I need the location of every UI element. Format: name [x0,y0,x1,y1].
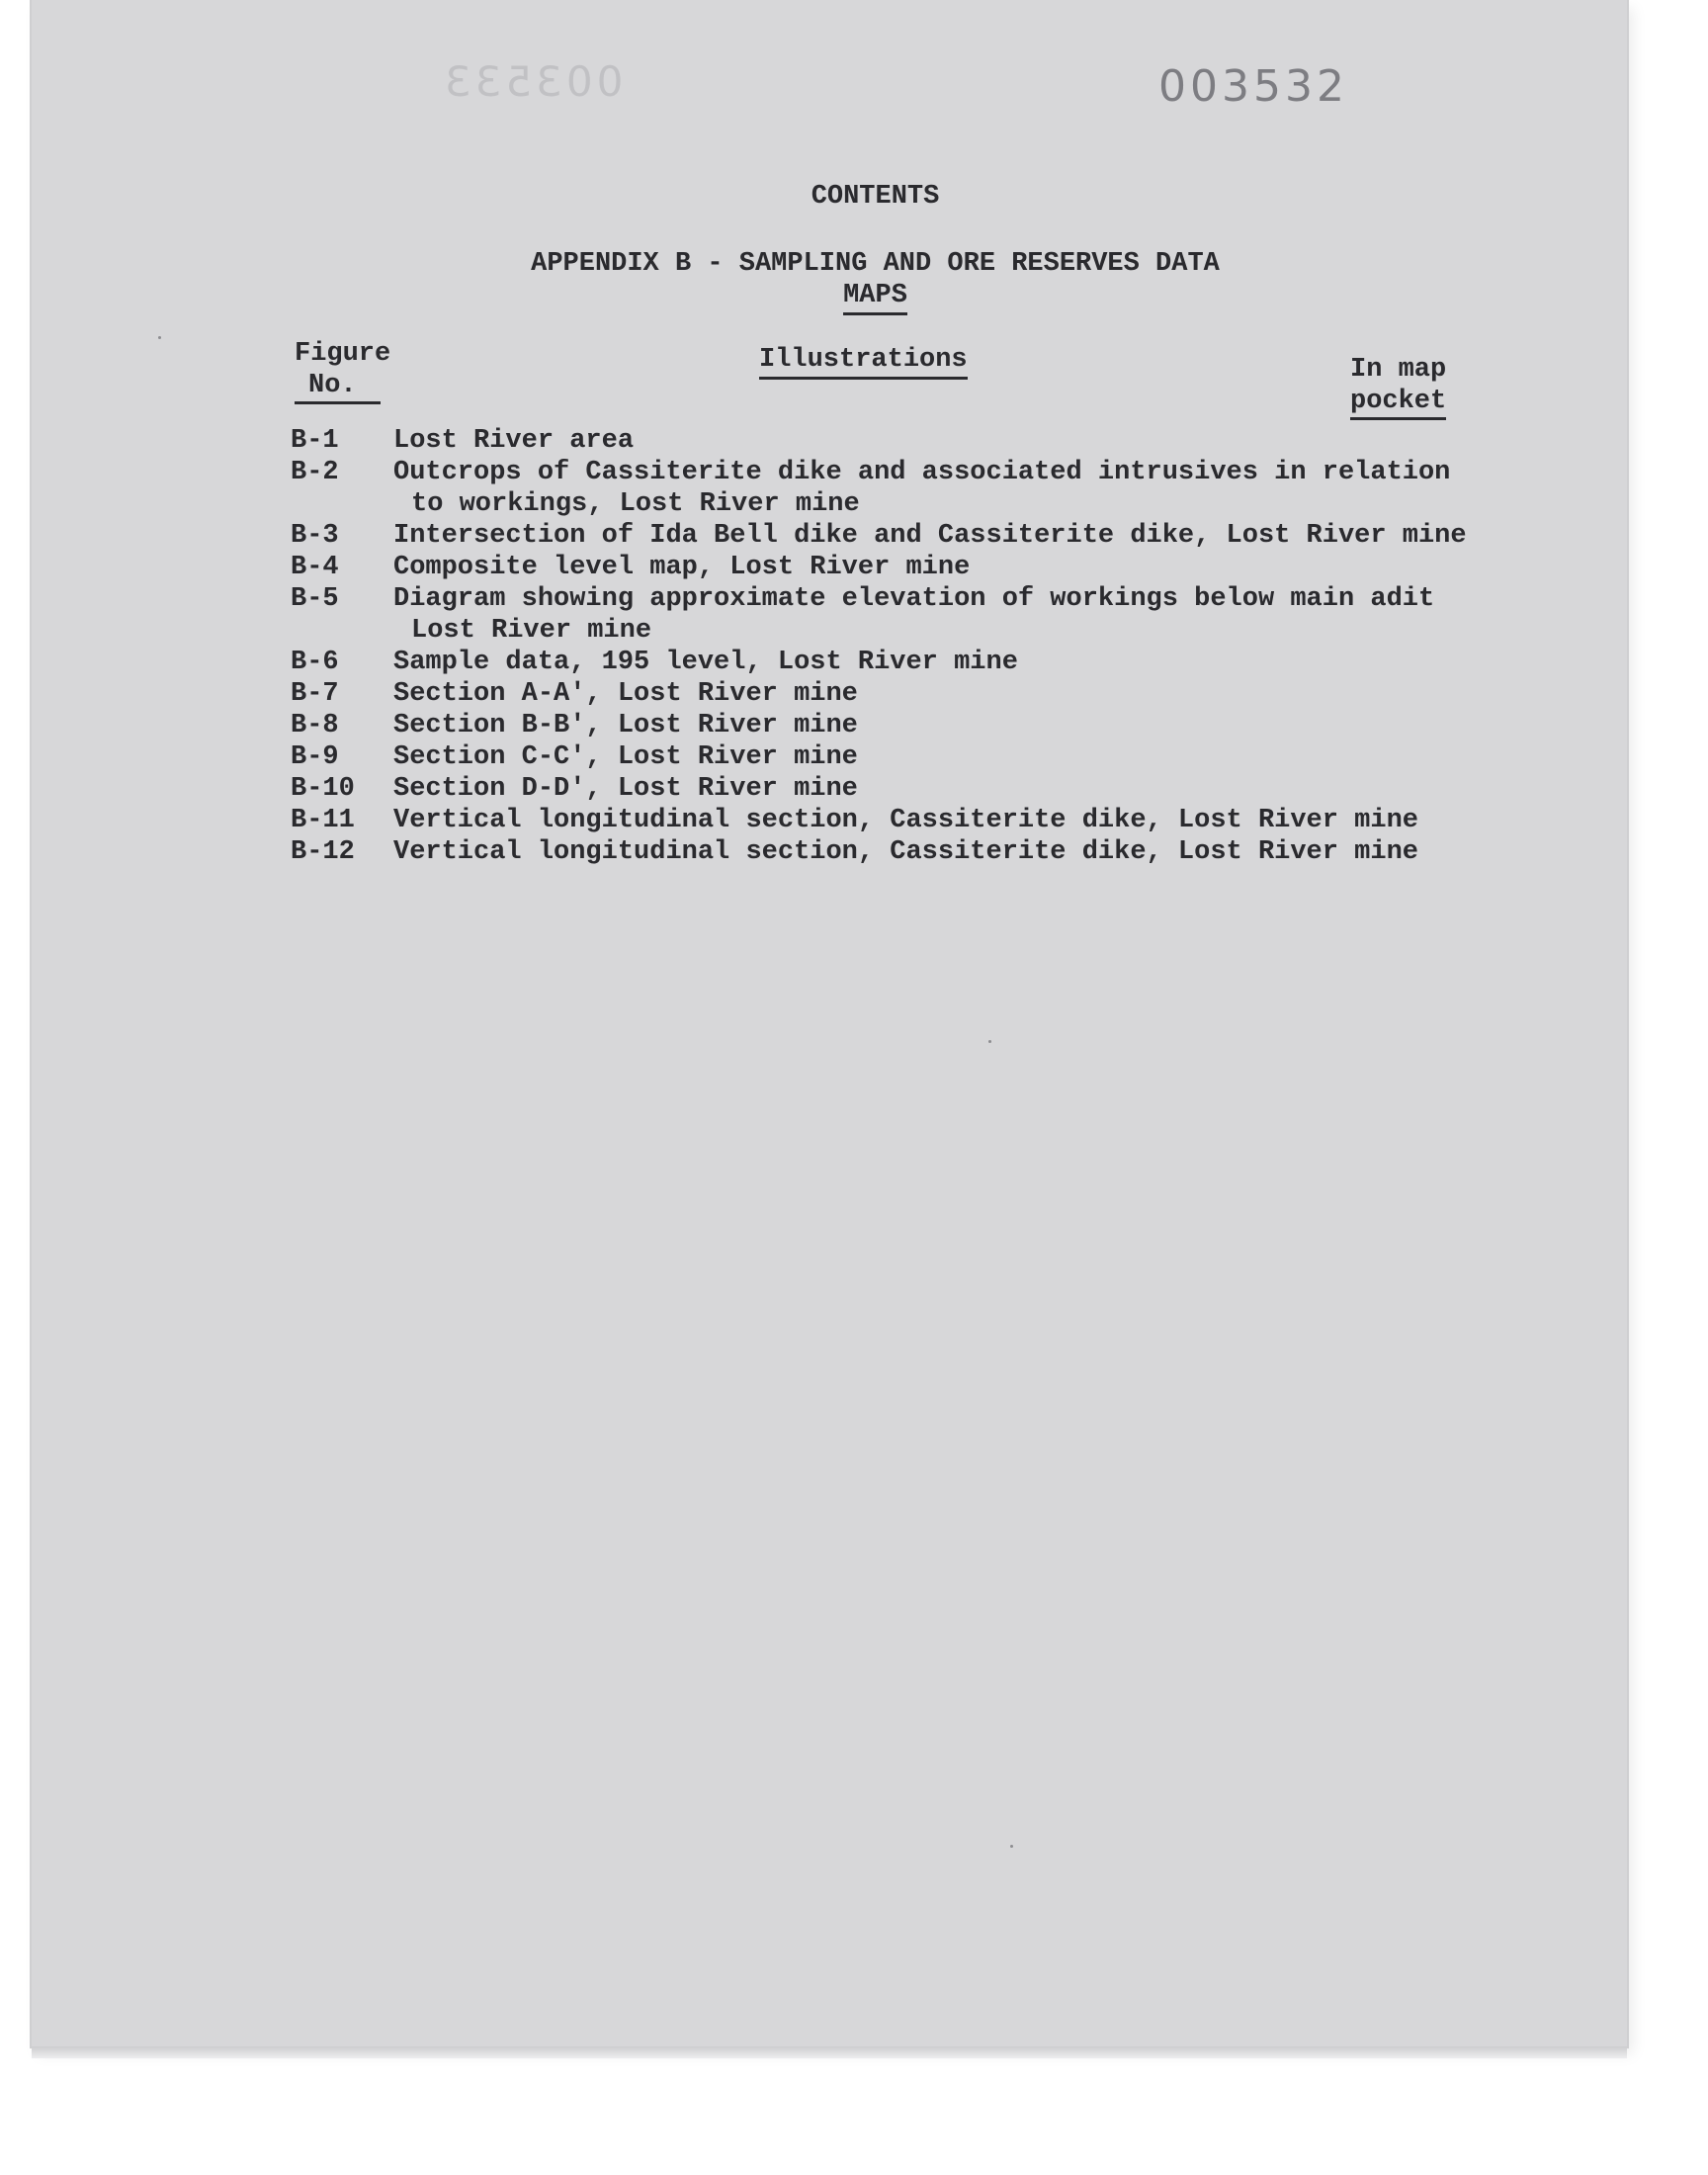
figure-title [393,520,1516,552]
figure-number: B-11 [291,806,355,835]
figure-title [393,583,1516,647]
figure-title-line1: Section D-D', Lost River mine [393,774,858,804]
list-item [291,647,1516,678]
figure-number: B-10 [291,774,355,804]
list-item [291,552,1516,583]
scan-speck [158,336,161,339]
figure-number: B-9 [291,742,339,772]
page-number-stamp: 003532 [1158,61,1348,112]
illustrations-header-text: Illustrations [759,345,968,380]
scan-speck [1010,1845,1013,1848]
figure-title [393,741,1516,773]
figure-number: B-7 [291,679,339,709]
figure-title-line1: Sample data, 195 level, Lost River mine [393,648,1018,677]
figure-number: B-2 [291,458,339,487]
list-item [291,425,1516,457]
in-map-pocket-column-header [1350,354,1446,420]
figure-title [393,805,1516,836]
figure-number: B-3 [291,521,339,551]
figure-number: B-5 [291,584,339,614]
figure-no-header-line1: Figure [295,339,391,369]
maps-heading [0,281,1708,310]
figure-number: B-4 [291,553,339,582]
figure-number: B-1 [291,426,339,456]
illustrations-column-header [759,344,968,376]
scan-speck [988,1040,991,1043]
maps-heading-text: MAPS [843,281,907,315]
figure-title-line1: Section C-C', Lost River mine [393,742,858,772]
figure-title [393,457,1516,520]
figure-title [393,552,1516,583]
page-bottom-edge [32,2046,1627,2058]
illustrations-list [291,425,1516,868]
figure-title-line1: Section A-A', Lost River mine [393,679,858,709]
list-item [291,710,1516,741]
figure-no-column-header [295,338,390,404]
figure-title-line1: Vertical longitudinal section, Cassiterite dike, Lost River mine [393,837,1418,867]
list-item [291,520,1516,552]
list-item [291,741,1516,773]
figure-title-line1: Vertical longitudinal section, Cassiterite dike, Lost River mine [393,806,1418,835]
figure-number: B-8 [291,711,339,740]
figure-title-line1: Diagram showing approximate elevation of workings below main adit [393,584,1435,614]
figure-number: B-6 [291,648,339,677]
figure-title-line1: Outcrops of Cassiterite dike and associated intrusives in relation [393,458,1451,487]
list-item [291,805,1516,836]
list-item [291,836,1516,868]
list-item [291,457,1516,520]
figure-title-line2: to workings, Lost River mine [411,489,860,519]
bleed-through-page-number: 003533 [441,57,624,106]
figure-title-line2: Lost River mine [411,616,652,646]
in-map-pocket-header-line2: pocket [1350,386,1446,420]
contents-heading: CONTENTS [811,182,940,212]
figure-title [393,678,1516,710]
figure-title [393,710,1516,741]
figure-no-header-line2: No. [295,370,381,404]
figure-title [393,836,1516,868]
list-item [291,678,1516,710]
figure-title-line1: Intersection of Ida Bell dike and Cassiterite dike, Lost River mine [393,521,1467,551]
figure-title [393,425,1516,457]
figure-title [393,773,1516,805]
figure-number: B-12 [291,837,355,867]
list-item [291,583,1516,647]
in-map-pocket-header-line1: In map [1350,355,1447,385]
figure-title-line1: Section B-B', Lost River mine [393,711,858,740]
figure-title-line1: Lost River area [393,426,635,456]
figure-title [393,647,1516,678]
list-item [291,773,1516,805]
appendix-heading: APPENDIX B - SAMPLING AND ORE RESERVES DATA [531,249,1220,279]
figure-title-line1: Composite level map, Lost River mine [393,553,971,582]
